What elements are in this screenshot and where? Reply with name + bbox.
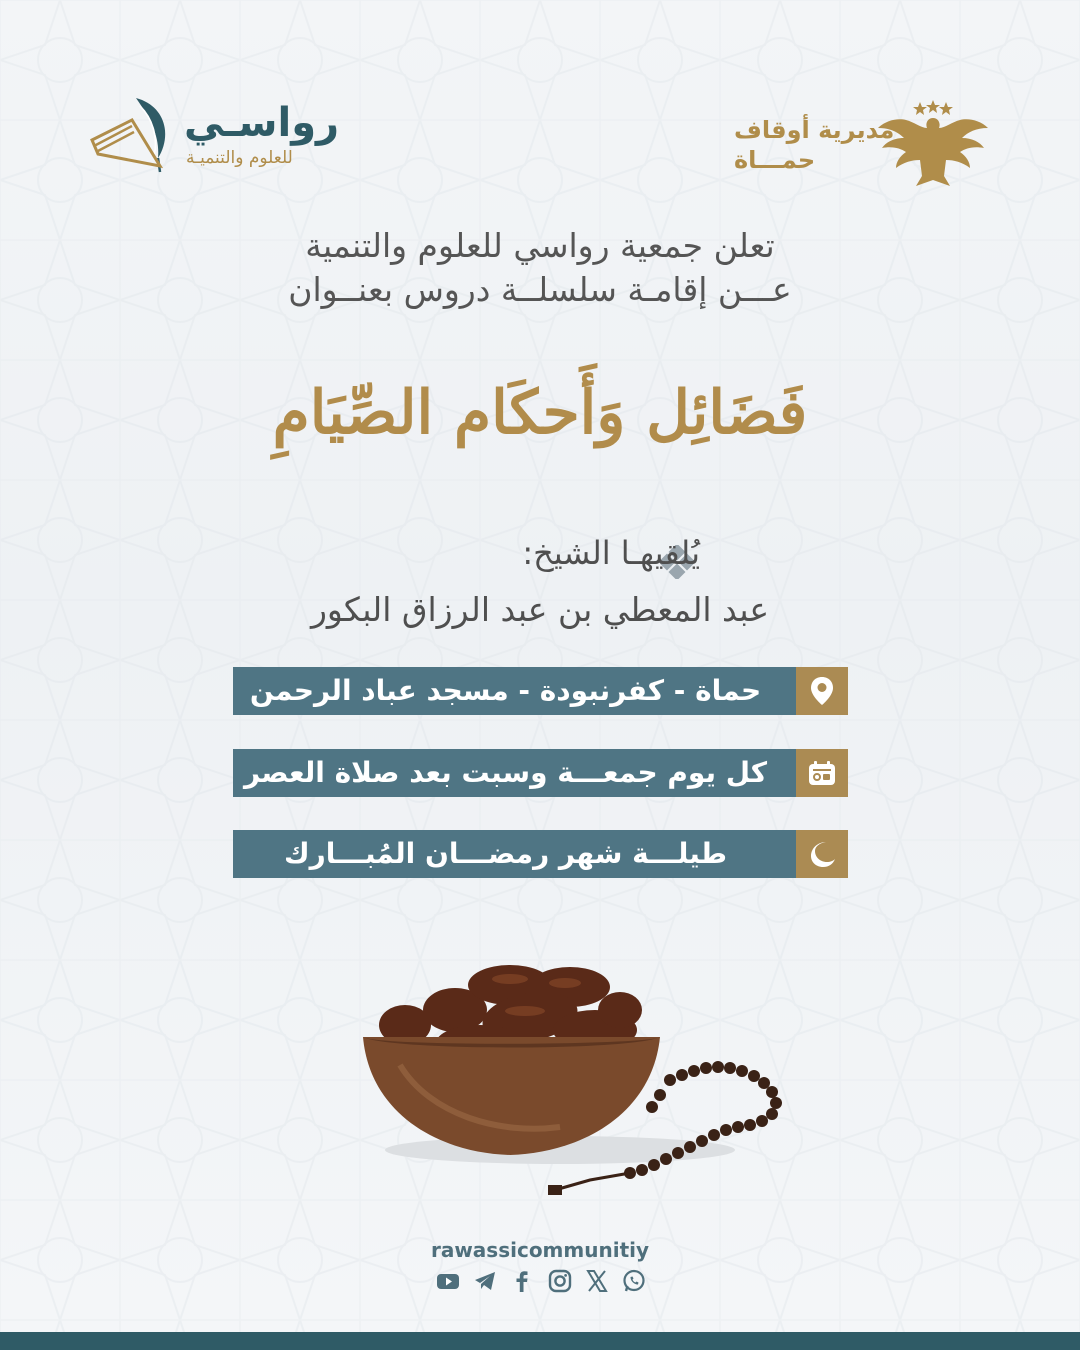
lecturer-name: عبد المعطي بن عبد الرزاق البكور bbox=[310, 590, 770, 629]
youtube-icon[interactable] bbox=[435, 1268, 461, 1294]
intro-line-1: تعلن جمعية رواسي للعلوم والتنمية bbox=[305, 226, 775, 265]
rawassi-logo-name: رواسـي bbox=[184, 100, 340, 146]
telegram-icon[interactable] bbox=[472, 1268, 498, 1294]
dates-bowl-image bbox=[360, 955, 820, 1205]
rawassi-logo bbox=[88, 92, 340, 182]
duration-text: طيلـــة شهر رمضـــان المُبـــارك bbox=[283, 837, 728, 870]
location-row bbox=[233, 667, 848, 715]
schedule-text: كل يوم جمعـــة وسبت بعد صلاة العصر bbox=[243, 756, 768, 789]
series-title: فَضَائِل وَأَحكَام الصِّيَامِ bbox=[272, 378, 808, 448]
quill-book-icon bbox=[88, 96, 183, 176]
duration-row bbox=[233, 830, 848, 878]
bottom-bar bbox=[0, 1332, 1080, 1350]
x-icon[interactable] bbox=[584, 1268, 610, 1294]
schedule-row bbox=[233, 749, 848, 797]
location-pin-icon bbox=[810, 676, 834, 706]
facebook-icon[interactable] bbox=[509, 1268, 535, 1294]
crescent-moon-icon bbox=[808, 840, 836, 868]
rawassi-logo-tagline: للعلوم والتنميـة bbox=[186, 148, 293, 168]
social-handle: rawassicommunitiy bbox=[430, 1238, 650, 1262]
instagram-icon[interactable] bbox=[547, 1268, 573, 1294]
calendar-icon bbox=[808, 760, 836, 786]
eagle-emblem-icon bbox=[876, 98, 991, 190]
intro-line-2: عـــن إقامـة سلسلــة دروس بعنــوان bbox=[288, 270, 792, 309]
whatsapp-icon[interactable] bbox=[621, 1268, 647, 1294]
awqaf-hama-logo bbox=[730, 96, 995, 191]
lecturer-label: يُلقيهـا الشيخ: bbox=[522, 534, 700, 572]
location-text: حماة - كفرنبودة - مسجد عباد الرحمن bbox=[249, 674, 762, 707]
awqaf-logo-line1: مديرية أوقاف bbox=[734, 116, 895, 144]
social-icons-row bbox=[435, 1268, 647, 1294]
awqaf-logo-line2: حمـــاة bbox=[734, 146, 816, 174]
